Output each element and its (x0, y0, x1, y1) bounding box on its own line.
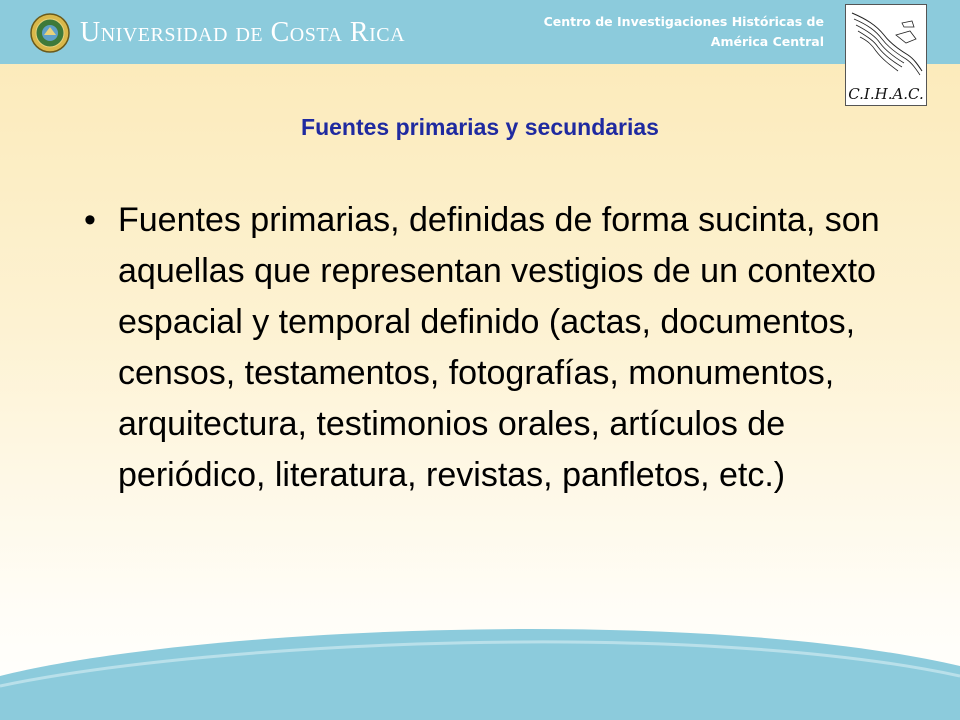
cihac-logo (845, 4, 927, 106)
research-center-name-line2: América Central (710, 34, 824, 49)
university-seal-icon (30, 13, 70, 53)
research-center-name-line1: Centro de Investigaciones Históricas de (543, 14, 824, 29)
header-bar (0, 0, 960, 64)
bullet-dot-icon: • (84, 201, 96, 239)
university-name: Universidad de Costa Rica (80, 17, 406, 48)
central-america-map-icon (846, 5, 926, 83)
decorative-wave (0, 616, 960, 720)
research-center-name (524, 12, 824, 52)
bullet-text: Fuentes primarias, definidas de forma sucinta, son aquellas que representan vestigios de un contexto espacial y temporal definido (actas, documentos, censos, testamentos, fotografías, monumentos, arquitectura, testimonios orales, artículos de periódico, literatura, revistas, panfletos, etc.) (118, 201, 880, 494)
bullet-list (84, 195, 884, 501)
slide-title: Fuentes primarias y secundarias (301, 114, 659, 140)
cihac-logo-text: C.I.H.A.C. (848, 85, 924, 103)
